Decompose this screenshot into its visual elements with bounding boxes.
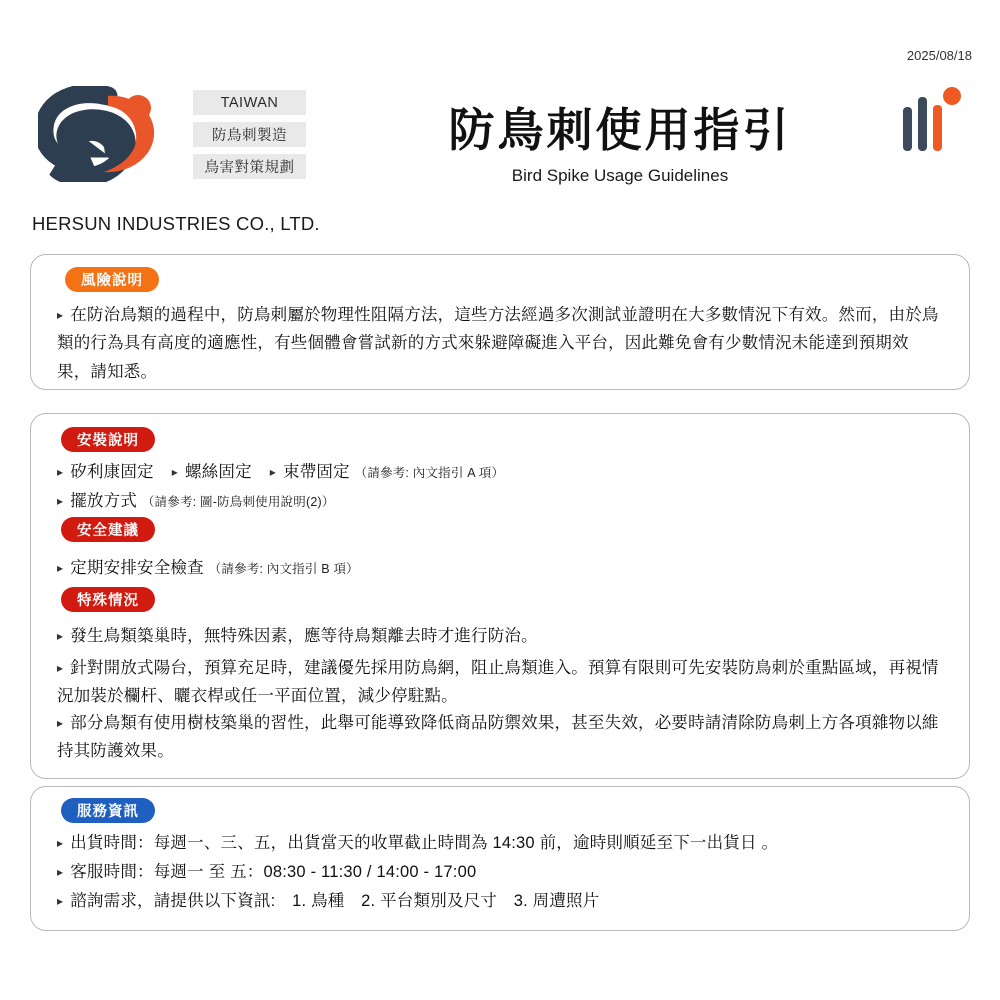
page-title (360, 104, 880, 186)
install-methods-line (57, 458, 937, 486)
service-item-3: 諮詢需求，請提供以下資訊: 1. 鳥種 2. 平台類別及尺寸 3. 周遭照片 (70, 892, 600, 910)
company-tags (193, 90, 306, 179)
document-date: 2025/08/18 (906, 48, 972, 63)
special-item-1-wrap (57, 622, 942, 650)
card-service (30, 786, 970, 931)
safety-item-note: （請參考: 內文指引 B 項） (208, 562, 359, 576)
install-method-3: 束帶固定 (283, 463, 350, 481)
badge-service: 服務資訊 (61, 798, 155, 823)
risk-paragraph: 在防治鳥類的過程中，防鳥刺屬於物理性阻隔方法，這些方法經過多次測試並證明在大多數情況下有效。然而，由於鳥類的行為具有高度的適應性，有些個體會嘗試新的方式來躲避障礙進入平台，因此難免會有少數情況未能達到預期效果，請知悉。 (57, 306, 939, 381)
badge-special: 特殊情況 (61, 587, 155, 612)
special-item-2-wrap (57, 654, 942, 711)
badge-install: 安裝說明 (61, 427, 155, 452)
service-item-3-wrap (57, 887, 947, 915)
safety-item-line (57, 554, 937, 582)
badge-risk-wrap (65, 267, 159, 292)
install-method-1: 矽利康固定 (70, 463, 154, 481)
badge-install-wrap (61, 427, 155, 452)
install-placement: 擺放方式 (70, 492, 138, 510)
special-item-3-wrap (57, 709, 942, 766)
install-placement-line (57, 487, 937, 515)
tag-manufacturing: 防鳥刺製造 (193, 122, 306, 147)
service-item-1: 出貨時間：每週一、三、五，出貨當天的收單截止時間為 14:30 前，逾時則順延至下一出貨日 。 (70, 834, 779, 852)
install-method-2: 螺絲固定 (184, 463, 252, 481)
title-english: Bird Spike Usage Guidelines (511, 165, 729, 185)
special-item-2: 針對開放式陽台，預算充足時，建議優先採用防鳥網，阻止鳥類進入。預算有限則可先安裝防鳥刺於重點區域，再視情況加裝於欄杆、曬衣桿或任一平面位置，減少停駐點。 (57, 659, 939, 706)
tag-planning: 鳥害對策規劃 (193, 154, 306, 179)
service-item-1-wrap (57, 829, 947, 857)
tag-taiwan: TAIWAN (193, 90, 306, 115)
card-risk (30, 254, 970, 390)
badge-service-wrap (61, 798, 155, 823)
service-item-2: 客服時間：每週一 至 五：08:30 - 11:30 / 14:00 - 17:00 (70, 863, 477, 881)
install-methods-note: （請參考: 內文指引 A 項） (354, 466, 505, 480)
badge-risk: 風險說明 (65, 267, 159, 292)
service-item-2-wrap (57, 858, 947, 886)
card-installation (30, 413, 970, 779)
install-placement-note: （請參考: 圖-防鳥刺使用說明(2)） (141, 495, 335, 509)
company-name: HERSUN INDUSTRIES CO., LTD. (32, 213, 320, 234)
company-logo-icon (38, 86, 168, 182)
title-chinese: 防鳥刺使用指引 (448, 104, 792, 156)
safety-item: 定期安排安全檢查 (70, 559, 204, 577)
badge-safety-wrap (61, 517, 155, 542)
badge-special-wrap (61, 587, 155, 612)
brand-glyph-icon (899, 85, 965, 155)
badge-safety: 安全建議 (61, 517, 155, 542)
risk-paragraph-wrap (57, 301, 942, 386)
special-item-3: 部分鳥類有使用樹枝築巢的習性，此舉可能導致降低商品防禦效果，甚至失效，必要時請清除防鳥刺上方各項雜物以維持其防護效果。 (57, 714, 939, 761)
special-item-1: 發生鳥類築巢時，無特殊因素，應等待鳥類離去時才進行防治。 (70, 627, 538, 645)
